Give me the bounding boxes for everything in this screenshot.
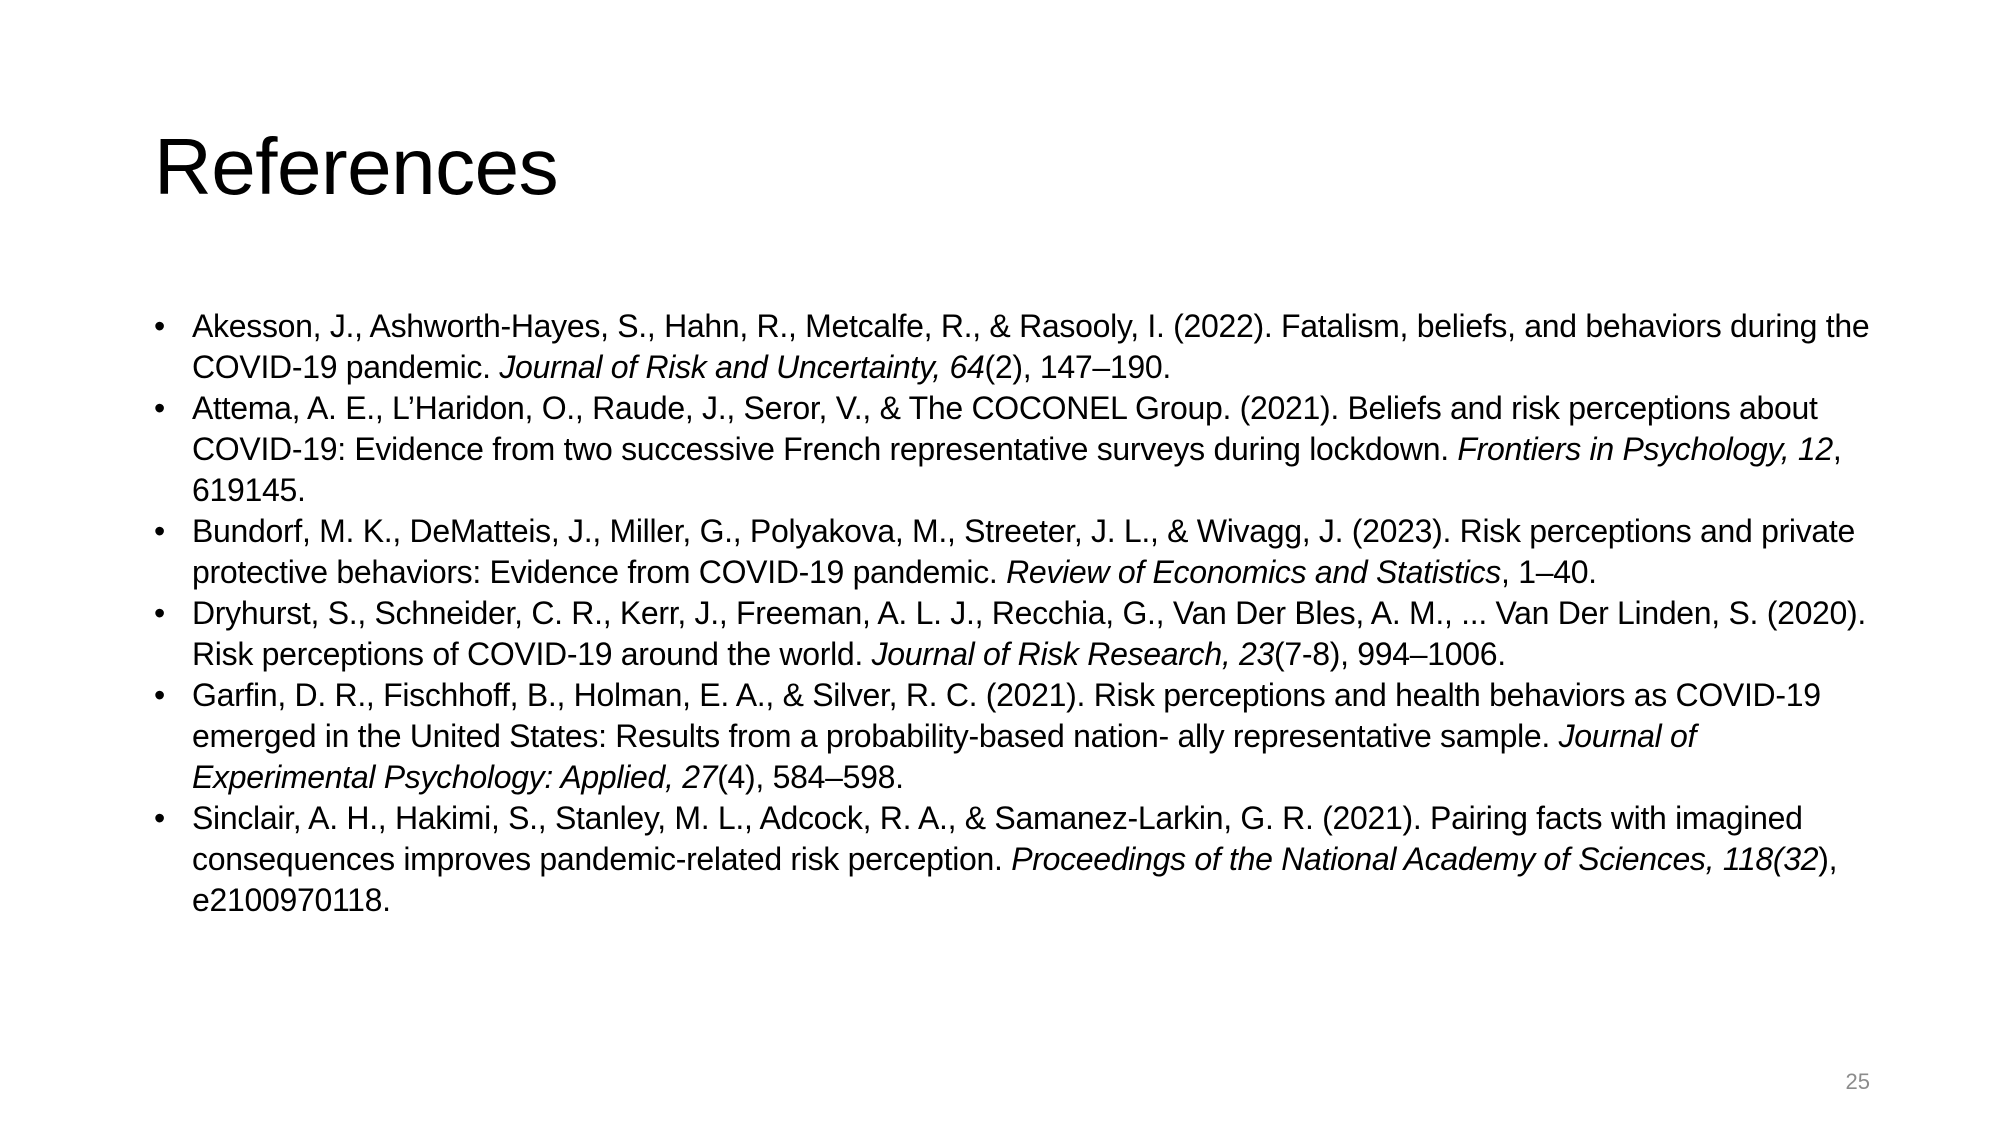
bullet-icon: • bbox=[154, 308, 165, 344]
reference-details: , 1–40. bbox=[1501, 554, 1597, 590]
reference-authors-title: Attema, A. E., L’Haridon, O., Raude, J., Seror, V., & The COCONEL Group. (2021). Beliefs and risk perceptions about COVID-19: Evidence from two successive French representative surveys during lockdown. bbox=[192, 390, 1818, 467]
reference-authors-title: Akesson, J., Ashworth-Hayes, S., Hahn, R., Metcalfe, R., & Rasooly, I. (2022). Fatalism, beliefs, and behaviors during the COVID-19 pandemic. bbox=[192, 308, 1870, 385]
reference-details: ), e2100970118. bbox=[192, 841, 1838, 918]
reference-authors-title: Dryhurst, S., Schneider, C. R., Kerr, J., Freeman, A. L. J., Recchia, G., Van Der Bles, A. M., ... Van Der Linden, S. (2020). Risk perceptions of COVID-19 around the world. bbox=[192, 595, 1867, 672]
bullet-icon: • bbox=[154, 390, 165, 426]
reference-details: (4), 584–598. bbox=[717, 759, 904, 795]
page-number: 25 bbox=[1845, 1069, 1870, 1094]
reference-journal: Proceedings of the National Academy of Sciences, 118(32 bbox=[1011, 841, 1819, 877]
reference-authors-title: Bundorf, M. K., DeMatteis, J., Miller, G., Polyakova, M., Streeter, J. L., & Wivagg, J. (2023). Risk perceptions and private protective behaviors: Evidence from COVID-19 pandemic. bbox=[192, 513, 1856, 590]
reference-item bbox=[154, 798, 1874, 921]
reference-journal: Frontiers in Psychology, 12 bbox=[1457, 431, 1833, 467]
bullet-icon: • bbox=[154, 800, 165, 836]
reference-item bbox=[154, 306, 1874, 388]
reference-list bbox=[154, 306, 1874, 921]
reference-details: (2), 147–190. bbox=[984, 349, 1171, 385]
reference-item bbox=[154, 511, 1874, 593]
slide-title: References bbox=[154, 122, 559, 211]
reference-authors-title: Garfin, D. R., Fischhoff, B., Holman, E. A., & Silver, R. C. (2021). Risk perceptions and health behaviors as COVID-19 emerged in the United States: Results from a probability-based nation- ally representative sample. bbox=[192, 677, 1821, 754]
reference-journal: Journal of Risk Research, 23 bbox=[871, 636, 1275, 672]
reference-details: (7-8), 994–1006. bbox=[1274, 636, 1506, 672]
reference-item bbox=[154, 675, 1874, 798]
reference-item bbox=[154, 593, 1874, 675]
reference-authors-title: Sinclair, A. H., Hakimi, S., Stanley, M. L., Adcock, R. A., & Samanez-Larkin, G. R. (2021). Pairing facts with imagined consequences improves pandemic-related risk perception. bbox=[192, 800, 1803, 877]
reference-journal: Journal of Experimental Psychology: Applied, 27 bbox=[192, 718, 1697, 795]
reference-item bbox=[154, 388, 1874, 511]
reference-journal: Journal of Risk and Uncertainty, 64 bbox=[499, 349, 985, 385]
reference-details: , 619145. bbox=[192, 431, 1842, 508]
bullet-icon: • bbox=[154, 595, 165, 631]
bullet-icon: • bbox=[154, 677, 165, 713]
bullet-icon: • bbox=[154, 513, 165, 549]
reference-journal: Review of Economics and Statistics bbox=[1006, 554, 1502, 590]
